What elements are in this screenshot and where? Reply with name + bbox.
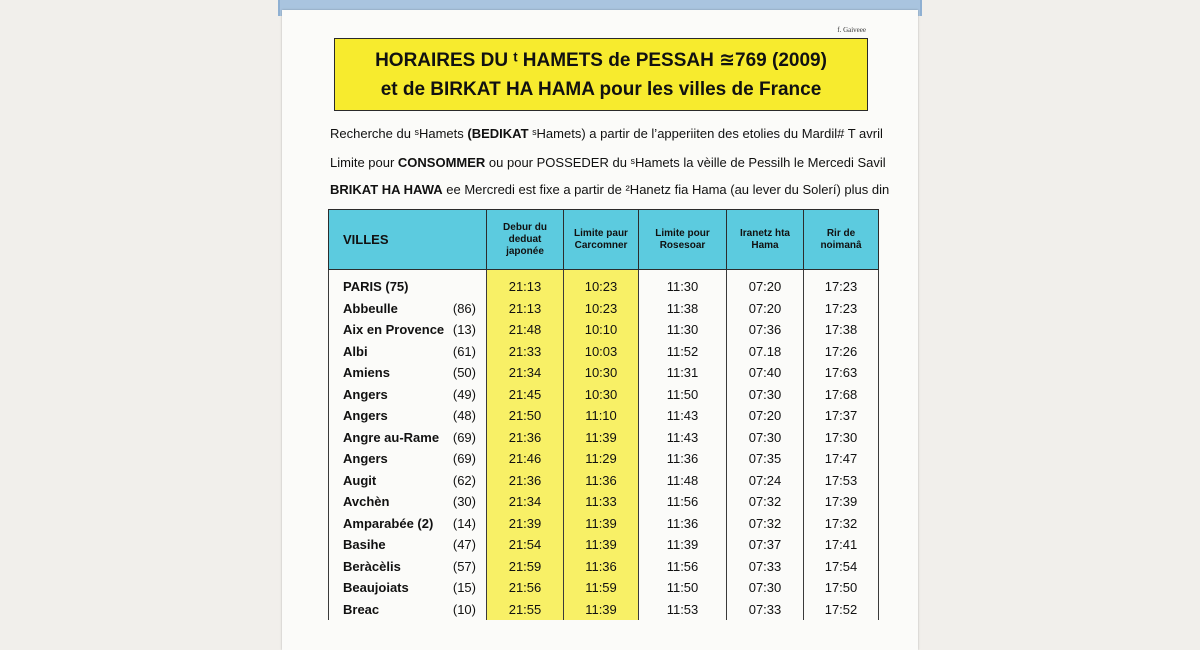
city-name: Angre au-Rame	[343, 429, 440, 445]
department-number: (57)	[452, 558, 476, 574]
city-name: Breac	[343, 601, 380, 617]
hanetz-time: 07:30	[727, 427, 804, 449]
table-row	[329, 470, 879, 492]
department-number: (50)	[452, 365, 476, 381]
fin-time: 17:30	[804, 427, 879, 449]
city-name: Augit	[343, 472, 377, 488]
city-cell	[329, 599, 487, 621]
department-number: (86)	[452, 300, 476, 316]
hanetz-time: 07:36	[727, 319, 804, 341]
header-hanetz: Iranetz hta Hama	[727, 210, 804, 270]
city-name: Abbeulle	[343, 300, 398, 316]
debut-time: 21:34	[487, 362, 564, 384]
city-cell	[329, 448, 487, 470]
city-cell	[329, 405, 487, 427]
city-cell	[329, 319, 487, 341]
debut-time: 21:36	[487, 470, 564, 492]
limite-consommer-time: 11:36	[564, 470, 639, 492]
intro-1-prefix: Recherche du ˢHamets	[330, 126, 468, 141]
debut-time: 21:34	[487, 491, 564, 513]
city-name: Beràcèlis	[343, 558, 401, 574]
title-line-2: et de BIRKAT HA HAMA pour les villes de France	[380, 79, 822, 100]
limite-consommer-time: 11:36	[564, 556, 639, 578]
limite-consommer-time: 11:39	[564, 427, 639, 449]
city-name: Angers	[343, 451, 388, 467]
department-number: (61)	[452, 343, 476, 359]
header-villes: VILLES	[329, 210, 487, 270]
schedule-table	[328, 209, 879, 620]
table-row	[329, 427, 879, 449]
fin-time: 17:39	[804, 491, 879, 513]
intro-1-bold: (BEDIKAT	[467, 126, 529, 141]
table-row	[329, 276, 879, 298]
limite-posseder-time: 11:52	[639, 341, 727, 363]
table-header-row	[329, 210, 879, 270]
hanetz-time: 07.18	[727, 341, 804, 363]
header-fin: Rir de noimanâ	[804, 210, 879, 270]
intro-line-2	[330, 155, 890, 170]
table-row	[329, 405, 879, 427]
department-number: (15)	[452, 580, 476, 596]
city-name: Amiens	[343, 365, 390, 381]
limite-consommer-time: 11:33	[564, 491, 639, 513]
city-cell	[329, 556, 487, 578]
fin-time: 17:32	[804, 513, 879, 535]
intro-2-bold: CONSOMMER	[397, 155, 486, 170]
limite-consommer-time: 10:30	[564, 384, 639, 406]
table-row	[329, 298, 879, 320]
debut-time: 21:59	[487, 556, 564, 578]
hanetz-time: 07:40	[727, 362, 804, 384]
table-row	[329, 577, 879, 599]
limite-consommer-time: 11:39	[564, 599, 639, 621]
limite-posseder-time: 11:43	[639, 427, 727, 449]
hanetz-time: 07:24	[727, 470, 804, 492]
fin-time: 17:68	[804, 384, 879, 406]
table-row	[329, 384, 879, 406]
title-line-1: HORAIRES DU ᵗ HAMETS de PESSAH ≊769 (2009)	[375, 50, 827, 71]
city-name: Albi	[343, 343, 368, 359]
header-limite-consommer: Limite paur Carcomner	[564, 210, 639, 270]
hanetz-time: 07:20	[727, 405, 804, 427]
intro-2-prefix: Limite pour	[330, 155, 398, 170]
city-cell	[329, 384, 487, 406]
fin-time: 17:50	[804, 577, 879, 599]
limite-posseder-time: 11:50	[639, 384, 727, 406]
city-name: Aix en Provence	[343, 322, 445, 338]
debut-time: 21:50	[487, 405, 564, 427]
hanetz-time: 07:30	[727, 384, 804, 406]
fin-time: 17:26	[804, 341, 879, 363]
city-cell	[329, 362, 487, 384]
debut-time: 21:56	[487, 577, 564, 599]
debut-time: 21:39	[487, 513, 564, 535]
intro-3-bold: BRIKAT HA HAWA	[330, 182, 443, 197]
hanetz-time: 07:20	[727, 276, 804, 298]
city-cell	[329, 534, 487, 556]
debut-time: 21:54	[487, 534, 564, 556]
table-row	[329, 491, 879, 513]
city-name: Avchèn	[343, 494, 390, 510]
fin-time: 17:38	[804, 319, 879, 341]
city-name: Angers	[343, 408, 388, 424]
department-number: (48)	[452, 408, 476, 424]
department-number: (14)	[452, 515, 476, 531]
debut-time: 21:13	[487, 276, 564, 298]
fin-time: 17:52	[804, 599, 879, 621]
limite-consommer-time: 11:39	[564, 513, 639, 535]
debut-time: 21:45	[487, 384, 564, 406]
intro-1-suffix: ˢHamets) a partir de l’apperiiten des etolies du Mardil# T avril	[528, 126, 883, 141]
limite-consommer-time: 10:23	[564, 276, 639, 298]
limite-posseder-time: 11:48	[639, 470, 727, 492]
limite-posseder-time: 11:39	[639, 534, 727, 556]
fin-time: 17:63	[804, 362, 879, 384]
limite-consommer-time: 10:03	[564, 341, 639, 363]
department-number: (30)	[452, 494, 476, 510]
table-row	[329, 556, 879, 578]
limite-posseder-time: 11:56	[639, 556, 727, 578]
debut-time: 21:46	[487, 448, 564, 470]
debut-time: 21:13	[487, 298, 564, 320]
intro-line-3	[330, 182, 890, 197]
header-debut: Debur du deduat japonée	[487, 210, 564, 270]
limite-consommer-time: 11:39	[564, 534, 639, 556]
city-cell	[329, 513, 487, 535]
limite-posseder-time: 11:36	[639, 448, 727, 470]
city-name: PARIS (75)	[343, 279, 409, 295]
limite-posseder-time: 11:50	[639, 577, 727, 599]
fin-time: 17:53	[804, 470, 879, 492]
title-box	[334, 38, 868, 111]
city-name: Amparabée (2)	[343, 515, 434, 531]
department-number: (10)	[452, 601, 476, 617]
debut-time: 21:55	[487, 599, 564, 621]
department-number: (13)	[452, 322, 476, 338]
limite-posseder-time: 11:30	[639, 319, 727, 341]
city-name: Basihe	[343, 537, 386, 553]
table-row	[329, 534, 879, 556]
city-cell	[329, 470, 487, 492]
fin-time: 17:41	[804, 534, 879, 556]
table-row	[329, 362, 879, 384]
limite-posseder-time: 11:38	[639, 298, 727, 320]
department-number: (69)	[452, 429, 476, 445]
city-cell	[329, 298, 487, 320]
limite-consommer-time: 11:59	[564, 577, 639, 599]
fin-time: 17:37	[804, 405, 879, 427]
document-page	[282, 10, 918, 650]
city-cell	[329, 427, 487, 449]
table-row	[329, 448, 879, 470]
table-row	[329, 341, 879, 363]
limite-posseder-time: 11:31	[639, 362, 727, 384]
fin-time: 17:23	[804, 276, 879, 298]
header-limite-posseder: Limite pour Rosesoar	[639, 210, 727, 270]
debut-time: 21:48	[487, 319, 564, 341]
fin-time: 17:23	[804, 298, 879, 320]
hanetz-time: 07:32	[727, 513, 804, 535]
debut-time: 21:33	[487, 341, 564, 363]
hanetz-time: 07:32	[727, 491, 804, 513]
limite-posseder-time: 11:56	[639, 491, 727, 513]
intro-2-suffix: ou pour POSSEDER du ˢHamets la vèille de Pessilh le Mercedi Savil	[485, 155, 886, 170]
table-row	[329, 319, 879, 341]
city-cell	[329, 341, 487, 363]
limite-posseder-time: 11:53	[639, 599, 727, 621]
city-cell	[329, 276, 487, 298]
fin-time: 17:54	[804, 556, 879, 578]
limite-consommer-time: 10:30	[564, 362, 639, 384]
city-cell	[329, 577, 487, 599]
limite-posseder-time: 11:36	[639, 513, 727, 535]
department-number: (69)	[452, 451, 476, 467]
limite-consommer-time: 10:23	[564, 298, 639, 320]
fin-time: 17:47	[804, 448, 879, 470]
intro-3-suffix: ee Mercredi est fixe a partir de ²Hanetz fia Hama (au lever du Solerí) plus din	[442, 182, 890, 197]
department-number: (62)	[452, 472, 476, 488]
limite-consommer-time: 11:10	[564, 405, 639, 427]
hanetz-time: 07:30	[727, 577, 804, 599]
limite-consommer-time: 11:29	[564, 448, 639, 470]
hanetz-time: 07:33	[727, 599, 804, 621]
hanetz-time: 07:35	[727, 448, 804, 470]
city-name: Angers	[343, 386, 388, 402]
author-credit: f. Gaiveee	[837, 26, 866, 34]
hanetz-time: 07:20	[727, 298, 804, 320]
limite-posseder-time: 11:43	[639, 405, 727, 427]
limite-consommer-time: 10:10	[564, 319, 639, 341]
department-number: (47)	[452, 537, 476, 553]
debut-time: 21:36	[487, 427, 564, 449]
city-name: Beaujoiats	[343, 580, 409, 596]
intro-line-1	[330, 126, 890, 141]
hanetz-time: 07:33	[727, 556, 804, 578]
table-row	[329, 599, 879, 621]
hanetz-time: 07:37	[727, 534, 804, 556]
city-cell	[329, 491, 487, 513]
department-number: (49)	[452, 386, 476, 402]
limite-posseder-time: 11:30	[639, 276, 727, 298]
table-row	[329, 513, 879, 535]
